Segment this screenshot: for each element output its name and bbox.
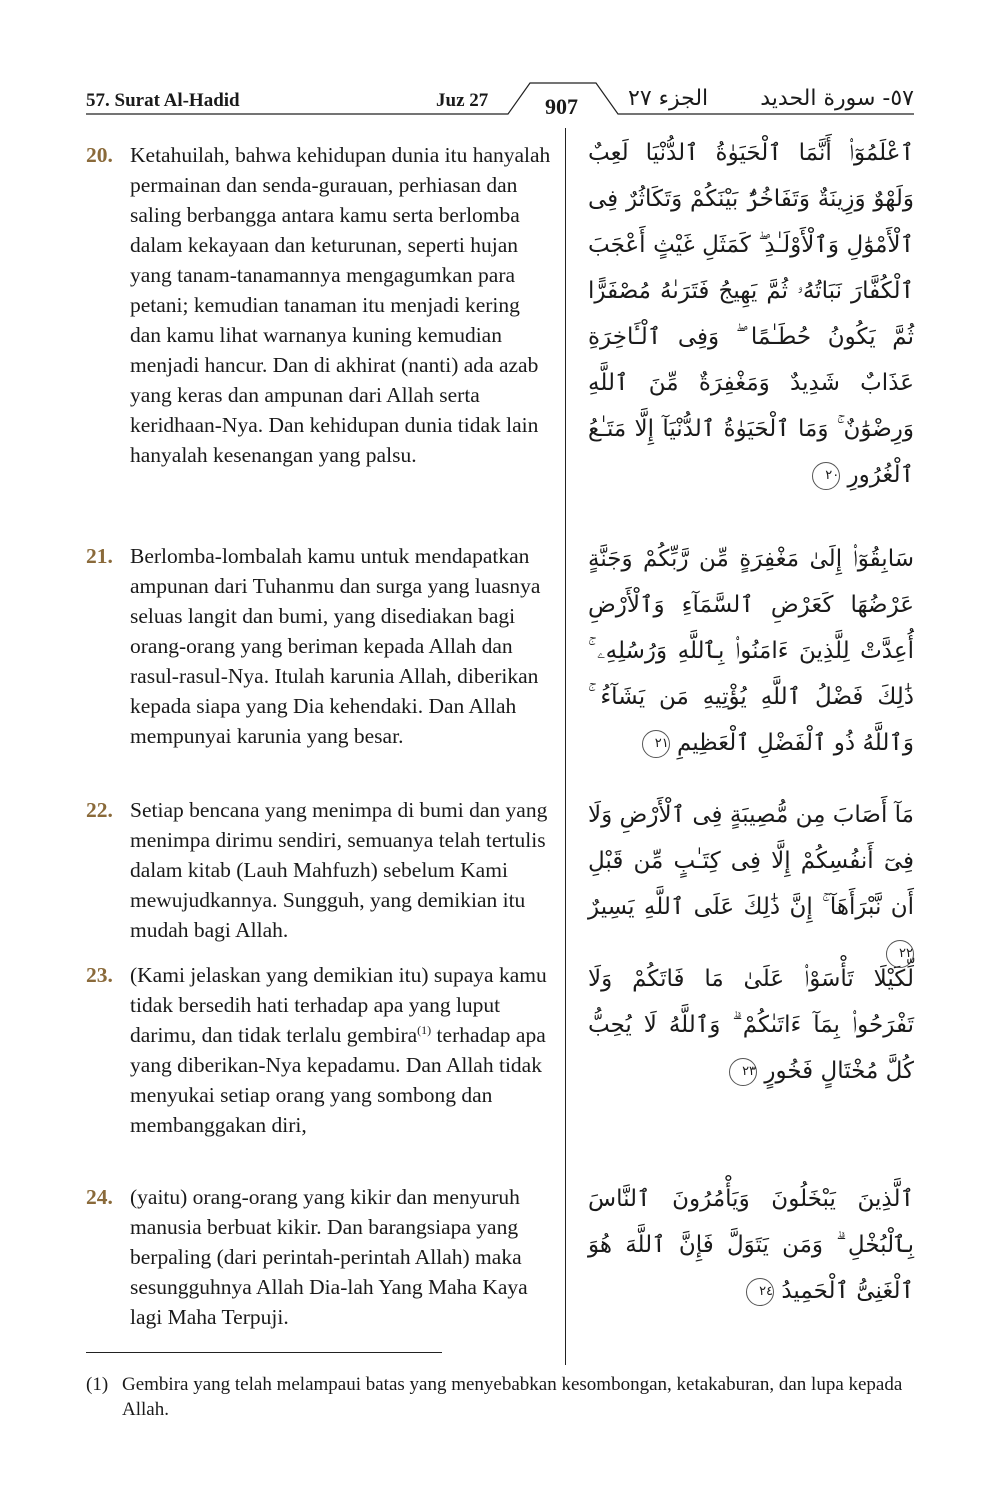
page-header bbox=[0, 0, 1000, 125]
arabic-text: لِّكَيْلَا تَأْسَوْا۟ عَلَىٰ مَا فَاتَكُمْ وَلَا تَفْرَحُوا۟ بِمَآ ءَاتَىٰكُمْ ۗ وَٱللَّهُ لَا يُحِبُّ كُلَّ مُخْتَالٍ فَخُورٍ bbox=[588, 966, 914, 1084]
arabic-text: ٱلَّذِينَ يَبْخَلُونَ وَيَأْمُرُونَ ٱلنَّاسَ بِٱلْبُخْلِ ۗ وَمَن يَتَوَلَّ فَإِنَّ ٱللَّهَ هُوَ ٱلْغَنِىُّ ٱلْحَمِيدُ bbox=[588, 1186, 914, 1304]
ayah-21-arabic bbox=[588, 536, 914, 766]
ayah-20-translation bbox=[86, 140, 556, 470]
translation-text-part: terhadap apa yang diberikan-Nya kepadamu. Dan Allah tidak menyukai setiap orang yang sombong dan membanggakan diri, bbox=[130, 1023, 546, 1137]
ayah-23-translation bbox=[86, 960, 556, 1140]
ayah-24-arabic bbox=[588, 1176, 914, 1314]
footnote-rule bbox=[86, 1352, 442, 1353]
surah-title-arabic: ٥٧- سورة الحديد bbox=[760, 86, 914, 111]
arabic-text: ٱعْلَمُوٓا۟ أَنَّمَا ٱلْحَيَوٰةُ ٱلدُّنْيَا لَعِبٌ وَلَهْوٌ وَزِينَةٌ وَتَفَاخُرٌۢ بَيْنَكُمْ وَتَكَاثُرٌ فِى ٱلْأَمْوَٰلِ وَٱلْأَوْلَـٰدِ ۖ كَمَثَلِ غَيْثٍ أَعْجَبَ ٱلْكُفَّارَ نَبَاتُهُۥ ثُمَّ يَهِيجُ فَتَرَىٰهُ مُصْفَرًّا ثُمَّ يَكُونُ حُطَـٰمًا ۖ وَفِى ٱلْـَٔاخِرَةِ عَذَابٌ شَدِيدٌ وَمَغْفِرَةٌ مِّنَ ٱللَّهِ وَرِضْوَٰنٌ ۚ وَمَا ٱلْحَيَوٰةُ ٱلدُّنْيَآ إِلَّا مَتَـٰعُ ٱلْغُرُورِ bbox=[588, 140, 914, 488]
ayah-22-translation bbox=[86, 795, 556, 945]
ayah-end-marker: ٢٢ bbox=[886, 940, 914, 968]
translation-text-part: (Kami jelaskan yang demikian itu) supaya kamu tidak bersedih hati terhadap apa yang luput darimu, dan tidak terlalu gembira bbox=[130, 963, 547, 1047]
ayah-24-translation bbox=[86, 1182, 556, 1332]
column-divider bbox=[565, 128, 566, 1365]
juz-label-latin: Juz 27 bbox=[436, 90, 489, 111]
page-number: 907 bbox=[545, 94, 578, 119]
ayah-23-arabic bbox=[588, 956, 914, 1094]
juz-label-arabic: الجزء ٢٧ bbox=[628, 86, 709, 111]
arabic-text: مَآ أَصَابَ مِن مُّصِيبَةٍ فِى ٱلْأَرْضِ وَلَا فِىٓ أَنفُسِكُمْ إِلَّا فِى كِتَـٰبٍ مِّن قَبْلِ أَن نَّبْرَأَهَآ ۚ إِنَّ ذَٰلِكَ عَلَى ٱللَّهِ يَسِيرٌ bbox=[588, 802, 914, 920]
ayah-20-arabic bbox=[588, 130, 914, 498]
ayah-end-marker: ٢٠ bbox=[812, 462, 840, 490]
ayah-end-marker: ٢١ bbox=[642, 730, 670, 758]
footnote-number: (1) bbox=[86, 1374, 109, 1395]
ayah-22-arabic bbox=[588, 792, 914, 976]
translation-text: (yaitu) orang-orang yang kikir dan menyuruh manusia berbuat kikir. Dan barangsiapa yang berpaling (dari perintah-perintah Allah) maka sesungguhnya Allah Dia-lah Yang Maha Kaya lagi Maha Terpuji. bbox=[130, 1185, 528, 1329]
footnote bbox=[86, 1372, 916, 1422]
footnote-text: Gembira yang telah melampaui batas yang menyebabkan kesombongan, ketakaburan, dan lupa kepada Allah. bbox=[122, 1374, 903, 1420]
translation-text: Berlomba-lombalah kamu untuk mendapatkan ampunan dari Tuhanmu dan surga yang luasnya seluas langit dan bumi, yang disediakan bagi orang-orang yang beriman kepada Allah dan rasul-rasul-Nya. Itulah karunia Allah, diberikan kepada siapa yang Dia kehendaki. Dan Allah mempunyai karunia yang besar. bbox=[130, 544, 541, 748]
ayah-number: 21. bbox=[86, 544, 113, 568]
translation-text: Setiap bencana yang menimpa di bumi dan yang menimpa dirimu sendiri, semuanya telah tertulis dalam kitab (Lauh Mahfuzh) sebelum Kami mewujudkannya. Sungguh, yang demikian itu mudah bagi Allah. bbox=[130, 798, 548, 942]
translation-text: Ketahuilah, bahwa kehidupan dunia itu hanyalah permainan dan senda-gurauan, perhiasan dan saling berbangga antara kamu serta berlomba dalam kekayaan dan keturunan, seperti hujan yang tanam-tanamannya mengagumkan para petani; kemudian tanaman itu menjadi kering dan kamu lihat warnanya kuning kemudian menjadi hancur. Dan di akhirat (nanti) ada azab yang keras dan ampunan dari Allah serta keridhaan-Nya. Dan kehidupan dunia tidak lain hanyalah kesenangan yang palsu. bbox=[130, 143, 551, 467]
ayah-number: 20. bbox=[86, 143, 113, 167]
ayah-number: 24. bbox=[86, 1185, 113, 1209]
translation-text bbox=[86, 960, 556, 1140]
ayah-end-marker: ٢٤ bbox=[746, 1278, 774, 1306]
arabic-text: سَابِقُوٓا۟ إِلَىٰ مَغْفِرَةٍ مِّن رَّبِّكُمْ وَجَنَّةٍ عَرْضُهَا كَعَرْضِ ٱلسَّمَآءِ وَٱلْأَرْضِ أُعِدَّتْ لِلَّذِينَ ءَامَنُوا۟ بِٱللَّهِ وَرُسُلِهِۦ ۚ ذَٰلِكَ فَضْلُ ٱللَّهِ يُؤْتِيهِ مَن يَشَآءُ ۚ وَٱللَّهُ ذُو ٱلْفَضْلِ ٱلْعَظِيمِ bbox=[588, 546, 914, 756]
ayah-number: 22. bbox=[86, 798, 113, 822]
ayah-21-translation bbox=[86, 541, 556, 751]
ayah-end-marker: ٢٣ bbox=[729, 1058, 757, 1086]
footnote-ref: (1) bbox=[417, 1022, 432, 1037]
surah-title-latin: 57. Surat Al-Hadid bbox=[86, 90, 240, 111]
ayah-number: 23. bbox=[86, 963, 113, 987]
